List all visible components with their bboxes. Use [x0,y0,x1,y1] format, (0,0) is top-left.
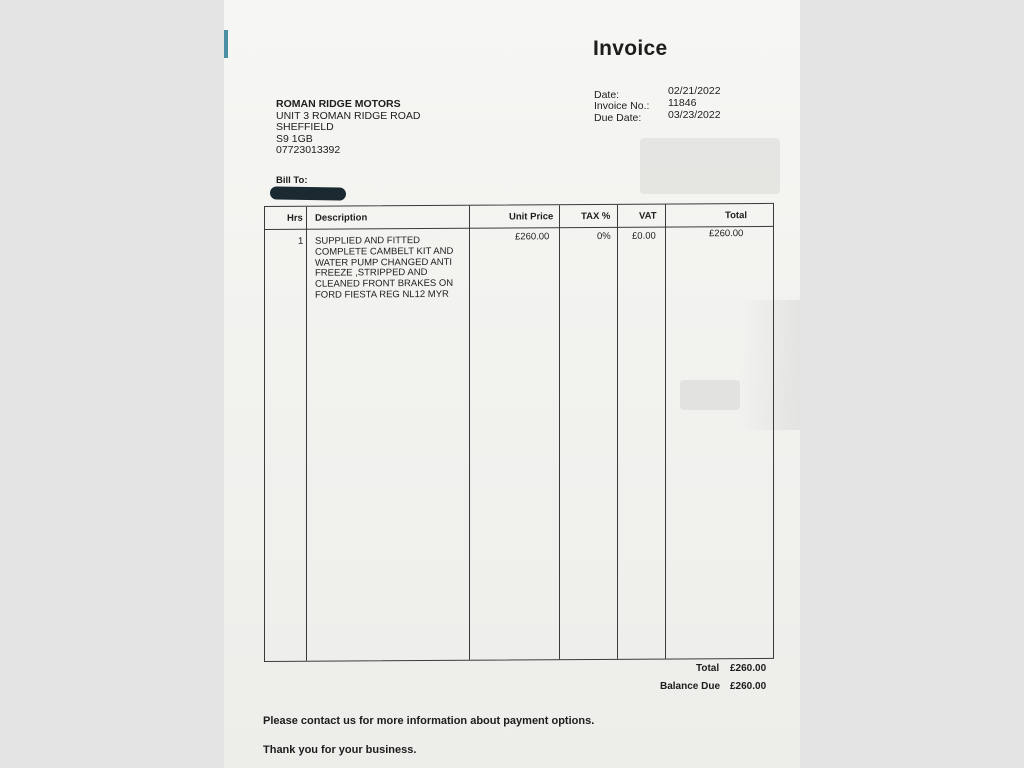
row-description-line: WATER PUMP CHANGED ANTI [315,256,453,269]
header-unit-price: Unit Price [509,211,554,223]
bill-to-label: Bill To: [276,175,308,186]
header-tax: TAX % [581,210,611,223]
payment-contact-note: Please contact us for more information about payment options. [263,715,595,727]
column-divider [617,205,618,659]
due-date-label: Due Date: [594,112,642,124]
row-description [315,236,475,302]
company-city: SHEFFIELD [276,121,334,134]
row-unit-price: £260.00 [515,231,550,243]
row-description-line: FORD FIESTA REG NL12 MYR [315,288,449,301]
header-description: Description [315,212,368,224]
row-description-line: CLEANED FRONT BRAKES ON [315,278,454,290]
company-address-line: UNIT 3 ROMAN RIDGE ROAD [276,109,421,122]
print-smudge [640,138,780,194]
thank-you-note: Thank you for your business. [263,744,417,756]
date-value: 02/21/2022 [668,85,721,97]
header-hrs: Hrs [287,212,303,224]
company-phone: 07723013392 [276,144,341,157]
column-divider [306,207,307,661]
balance-due-label: Balance Due [660,681,721,692]
line-items-table [264,203,774,662]
background-edge-mark [224,30,228,58]
row-total: £260.00 [709,228,744,240]
total-label: Total [696,663,720,674]
header-vat: VAT [639,210,657,222]
company-postcode: S9 1GB [276,132,313,145]
row-vat: £0.00 [632,230,656,242]
invoice-title: Invoice [593,37,668,60]
header-total: Total [725,210,747,222]
redaction-mark [270,186,346,200]
balance-due-value: £260.00 [730,681,767,692]
column-divider [665,205,666,659]
invoice-number-value: 11846 [668,97,697,109]
date-label: Date: [594,89,620,101]
row-hrs: 1 [298,235,304,247]
column-divider [559,205,560,659]
row-description-line: COMPLETE CAMBELT KIT AND [315,245,454,258]
invoice-number-label: Invoice No.: [594,100,650,112]
company-address-block [276,99,421,157]
row-description-line: FREEZE ,STRIPPED AND [315,267,428,280]
header-divider [265,226,773,230]
total-value: £260.00 [730,663,767,674]
row-description-line: SUPPLIED AND FITTED [315,235,421,247]
company-name: ROMAN RIDGE MOTORS [276,98,401,110]
row-tax: 0% [597,230,611,242]
due-date-value: 03/23/2022 [668,109,721,121]
